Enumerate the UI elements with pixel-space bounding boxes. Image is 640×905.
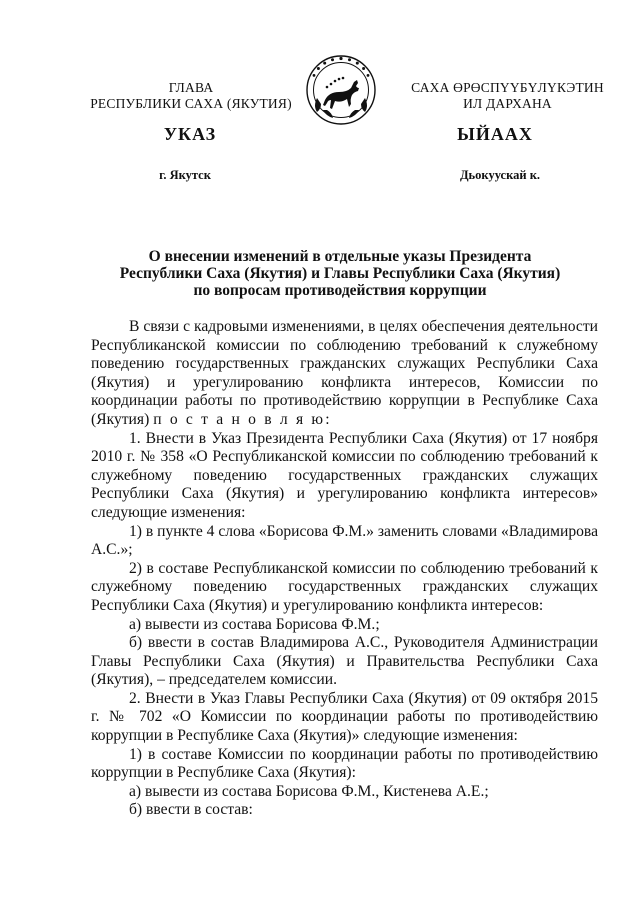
item-2: 2. Внести в Указ Главы Республики Саха (Якутия) от 09 октября 2015 г. № 702 «О Комиссии по координации работы по противодействию коррупции в Республике Саха (Якутия)» следующие изменения: [91, 689, 598, 745]
item-1: 1. Внести в Указ Президента Республики Саха (Якутия) от 17 ноября 2010 г. № 358 «О Республиканской комиссии по соблюдению требований к служебному поведению государственных гражданских служащих Республики Саха (Якутия) и урегулированию конфликта интересов» следующие изменения: [91, 429, 598, 521]
header-left-line2: РЕСПУБЛИКИ САХА (ЯКУТИЯ) [90, 96, 292, 111]
doc-type-russian: УКАЗ [163, 124, 217, 144]
title-line-1: О внесении изменений в отдельные указы Президента [148, 248, 532, 265]
header-right-line2: ИЛ ДАРХАНА [463, 96, 552, 111]
header-right-line1: САХА ӨРӨСПҮҮБҮЛҮКЭТИН [411, 80, 604, 95]
header-left-line1: ГЛАВА [168, 80, 214, 95]
place-yakut: Дьокуускай к. [459, 168, 541, 182]
item-2-subitem-1: 1) в составе Комиссии по координации работы по противодействию коррупции в Республике Саха (Якутия): [91, 745, 598, 782]
coat-of-arms-icon [305, 54, 377, 126]
place-russian: г. Якутск [159, 168, 211, 182]
preamble-text: В связи с кадровыми изменениями, в целях обеспечения деятельности Республиканской комиссии по соблюдению требований к служебному поведению государственных гражданских служащих Республики Саха (Якутия) и урегулированию конфликта интересов, Комиссии по координации работы по противодействию коррупции в Республике Саха (Якутия) [91, 318, 598, 428]
item-1-subitem-1: 1) в пункте 4 слова «Борисова Ф.М.» заменить словами «Владимирова А.С.»; [91, 522, 599, 559]
title-line-3: по вопросам противодействия коррупции [193, 282, 487, 299]
item-1-subitem-2b: б) ввести в состав Владимирова А.С., Руководителя Администрации Главы Республики Саха (Якутия) и Правительства Республики Саха (Якутия), – председателем комиссии. [91, 634, 598, 689]
header-right [390, 80, 625, 112]
document-title [60, 248, 620, 299]
doc-type-yakut: ЫЙААХ [457, 124, 533, 144]
item-1-subitem-2: 2) в составе Республиканской комиссии по соблюдению требований к служебному поведению государственных гражданских служащих Республики Саха (Якутия) и урегулированию конфликта интересов: [91, 559, 598, 614]
preamble-paragraph [91, 318, 598, 430]
document-body [91, 318, 598, 820]
item-2-subitem-1a: а) вывести из состава Борисова Ф.М., Кистенева А.Е.; [129, 782, 489, 800]
header-left [85, 80, 297, 112]
decree-word: п о с т а н о в л я ю: [153, 410, 332, 428]
item-1-subitem-2a: а) вывести из состава Борисова Ф.М.; [129, 615, 380, 633]
item-2-subitem-1b: б) ввести в состав: [129, 801, 253, 819]
title-line-2: Республики Саха (Якутия) и Главы Республики Саха (Якутия) [119, 265, 561, 282]
